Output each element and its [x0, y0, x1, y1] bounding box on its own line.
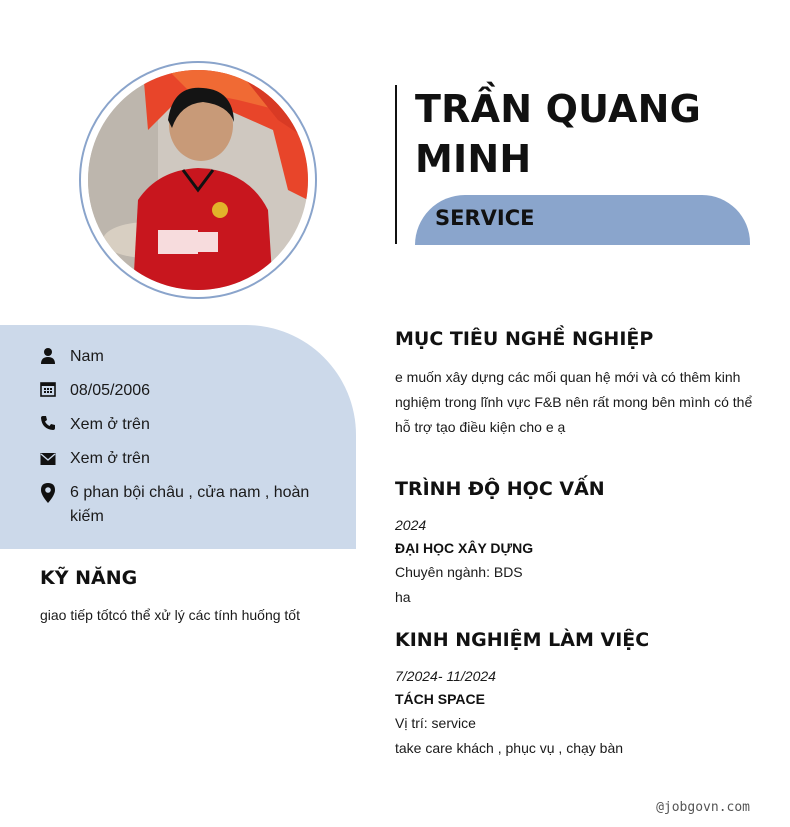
phone-icon: [40, 413, 70, 435]
education-year: 2024: [395, 517, 427, 533]
person-icon: [40, 345, 70, 367]
info-address: [40, 481, 330, 529]
education-note: ha: [395, 589, 411, 605]
objective-heading: MỤC TIÊU NGHỀ NGHIỆP: [395, 328, 654, 350]
objective-text: e muốn xây dựng các mối quan hệ mới và có thêm kinh nghiệm trong lĩnh vực F&B nên rất mong bên mình có thể hỗ trợ tạo điều kiện cho e ạ: [395, 369, 753, 435]
info-gender: [40, 345, 330, 369]
experience-company: TÁCH SPACE: [395, 691, 485, 707]
avatar-photo: [88, 70, 308, 290]
skills-text: giao tiếp tốtcó thể xử lý các tính huống tốt: [40, 607, 300, 623]
info-email: [40, 447, 330, 471]
education-school: ĐẠI HỌC XÂY DỰNG: [395, 540, 534, 556]
skills-heading: KỸ NĂNG: [40, 567, 138, 589]
experience-duties: take care khách , phục vụ , chạy bàn: [395, 740, 624, 756]
info-birthday: [40, 379, 330, 403]
experience-position: Vị trí: service: [395, 715, 476, 731]
full-name: TRẦN QUANG MINH: [415, 87, 702, 181]
role-badge: [415, 195, 750, 245]
education-heading: TRÌNH ĐỘ HỌC VẤN: [395, 478, 605, 500]
experience-heading: KINH NGHIỆM LÀM VIỆC: [395, 629, 650, 651]
location-icon: [40, 481, 70, 503]
address-text: 6 phan bội châu , cửa nam , hoàn kiếm: [70, 484, 310, 525]
experience-period: 7/2024- 11/2024: [395, 668, 496, 684]
info-phone: [40, 413, 330, 437]
gender-text: Nam: [70, 348, 104, 365]
calendar-icon: [40, 379, 70, 401]
education-major: Chuyên ngành: BDS: [395, 564, 523, 580]
phone-text: Xem ở trên: [70, 416, 150, 433]
watermark: @jobgovn.com: [656, 800, 750, 815]
avatar: [88, 70, 308, 290]
role-label: SERVICE: [435, 206, 535, 230]
birthday-text: 08/05/2006: [70, 382, 151, 399]
mail-icon: [40, 447, 70, 469]
header-divider: [395, 85, 397, 244]
email-text: Xem ở trên: [70, 450, 150, 467]
